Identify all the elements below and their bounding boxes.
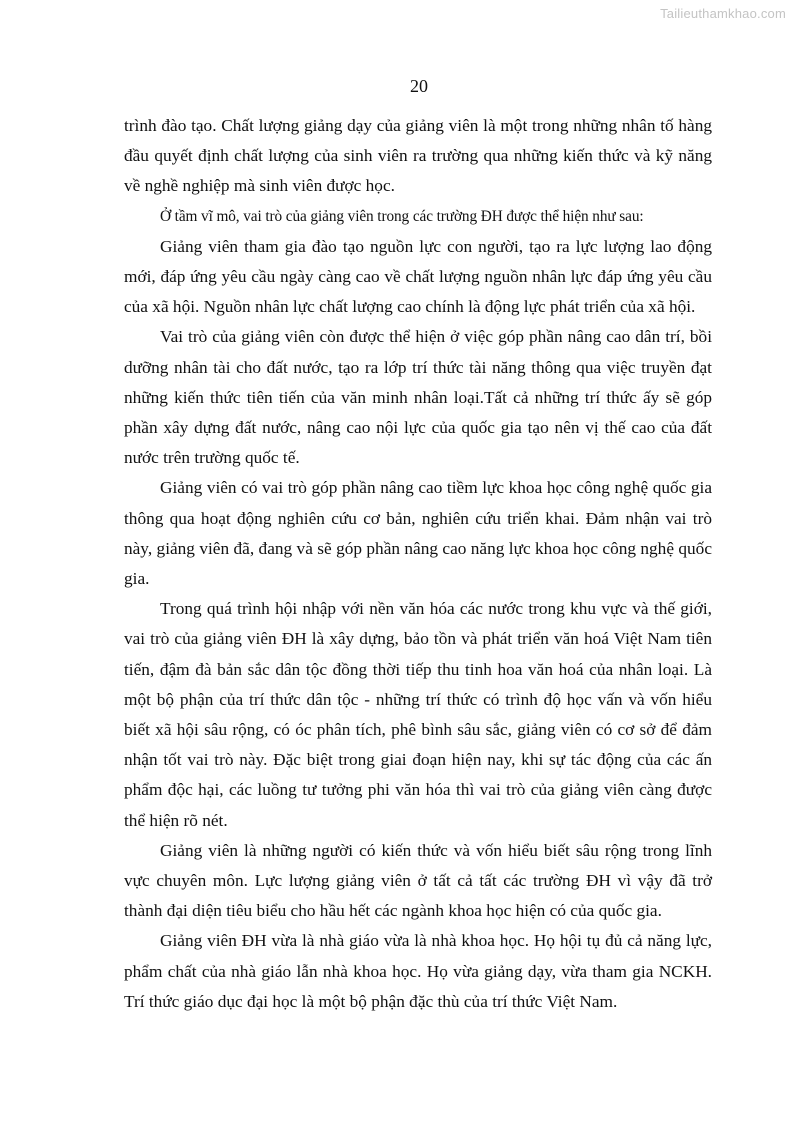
watermark-text: Tailieuthamkhao.com (660, 6, 786, 21)
page-number: 20 (410, 76, 428, 96)
paragraph-human-resources: Giảng viên tham gia đào tạo nguồn lực con người, tạo ra lực lượng lao động mới, đáp ứng yêu cầu ngày càng cao về chất lượng nguồn nhân lực đáp ứng yêu cầu của xã hội. Nguồn nhân lực chất lượng cao chính là động lực phát triển của xã hội. (124, 236, 712, 317)
paragraph-expertise: Giảng viên là những người có kiến thức và vốn hiểu biết sâu rộng trong lĩnh vực chuyên môn. Lực lượng giảng viên ở tất cả tất các trường ĐH vì vậy đã trở thành đại diện tiêu biểu cho hầu hết các ngành khoa học hiện có của quốc gia. (124, 840, 712, 921)
paragraph-teacher-scientist: Giảng viên ĐH vừa là nhà giáo vừa là nhà khoa học. Họ hội tụ đủ cả năng lực, phẩm chất của nhà giáo lẫn nhà khoa học. Họ vừa giảng dạy, vừa tham gia NCKH. Trí thức giáo dục đại học là một bộ phận đặc thù của trí thức Việt Nam. (124, 931, 712, 1011)
paragraph-intellectual-development: Vai trò của giảng viên còn được thể hiện ở việc góp phần nâng cao dân trí, bồi dưỡng nhân tài cho đất nước, tạo ra lớp trí thức tài năng thông qua việc truyền đạt những kiến thức tiên tiến của văn minh nhân loại.Tất cả những trí thức ấy sẽ góp phần xây dựng đất nước, nâng cao nội lực của quốc gia tạo nên vị thế cao của đất nước trên trường quốc tế. (124, 327, 712, 468)
paragraph-intro: Ở tầm vĩ mô, vai trò của giảng viên trong các trường ĐH được thể hiện như sau: (160, 207, 644, 225)
paragraph-science-technology: Giảng viên có vai trò góp phần nâng cao tiềm lực khoa học công nghệ quốc gia thông qua hoạt động nghiên cứu cơ bản, nghiên cứu triển khai. Đảm nhận vai trò này, giảng viên đã, đang và sẽ góp phần nâng cao năng lực khoa học công nghệ quốc gia. (124, 478, 712, 589)
paragraph-culture: Trong quá trình hội nhập với nền văn hóa các nước trong khu vực và thế giới, vai trò của giảng viên ĐH là xây dựng, bảo tồn và phát triển văn hoá Việt Nam tiên tiến, đậm đà bản sắc dân tộc đồng thời tiếp thu tinh hoa văn hoá của nhân loại. Là một bộ phận của trí thức dân tộc - những trí thức có trình độ học vấn và vốn hiểu biết xã hội sâu rộng, có óc phân tích, phê bình sâu sắc, giảng viên có cơ sở để đảm nhận tốt vai trò này. Đặc biệt trong giai đoạn hiện nay, khi sự tác động của các ấn phẩm độc hại, các luồng tư tưởng phi văn hóa thì vai trò của giảng viên càng được thể hiện rõ nét. (124, 599, 712, 830)
paragraph-continuation: trình đào tạo. Chất lượng giảng dạy của giảng viên là một trong những nhân tố hàng đầu quyết định chất lượng của sinh viên ra trường qua những kiến thức và kỹ năng về nghề nghiệp mà sinh viên được học. (124, 116, 712, 196)
document-body (124, 111, 712, 1017)
